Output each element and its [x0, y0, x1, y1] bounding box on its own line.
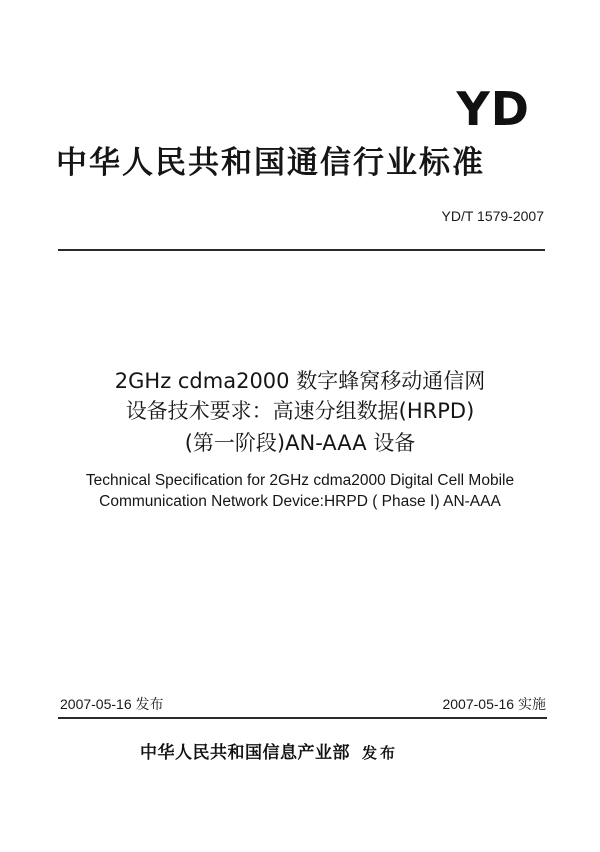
publisher-action: 发布 [362, 744, 399, 762]
header-divider [58, 249, 545, 251]
footer-divider [58, 717, 547, 719]
implementation-date: 2007-05-16 实施 [442, 696, 546, 712]
document-title-cn-line-1: 2GHz cdma2000 数字蜂窝移动通信网 [114, 369, 486, 393]
standard-logo: YD [456, 82, 530, 136]
standard-number: YD/T 1579-2007 [441, 208, 544, 224]
document-title-en-line-1: Technical Specification for 2GHz cdma2000 Digital Cell Mobile [85, 472, 515, 489]
document-title-en-line-2: Communication Network Device:HRPD ( Phase Ⅰ) AN-AAA [99, 493, 501, 510]
standard-category-title: 中华人民共和国通信行业标准 [56, 145, 485, 181]
document-title-cn-line-2: 设备技术要求：高速分组数据(HRPD) [125, 399, 475, 423]
document-title-cn-line-3: (第一阶段)AN-AAA 设备 [184, 431, 416, 455]
issue-date: 2007-05-16 发布 [60, 696, 164, 712]
publisher-name: 中华人民共和国信息产业部 [140, 743, 350, 763]
publisher-line [140, 741, 470, 765]
